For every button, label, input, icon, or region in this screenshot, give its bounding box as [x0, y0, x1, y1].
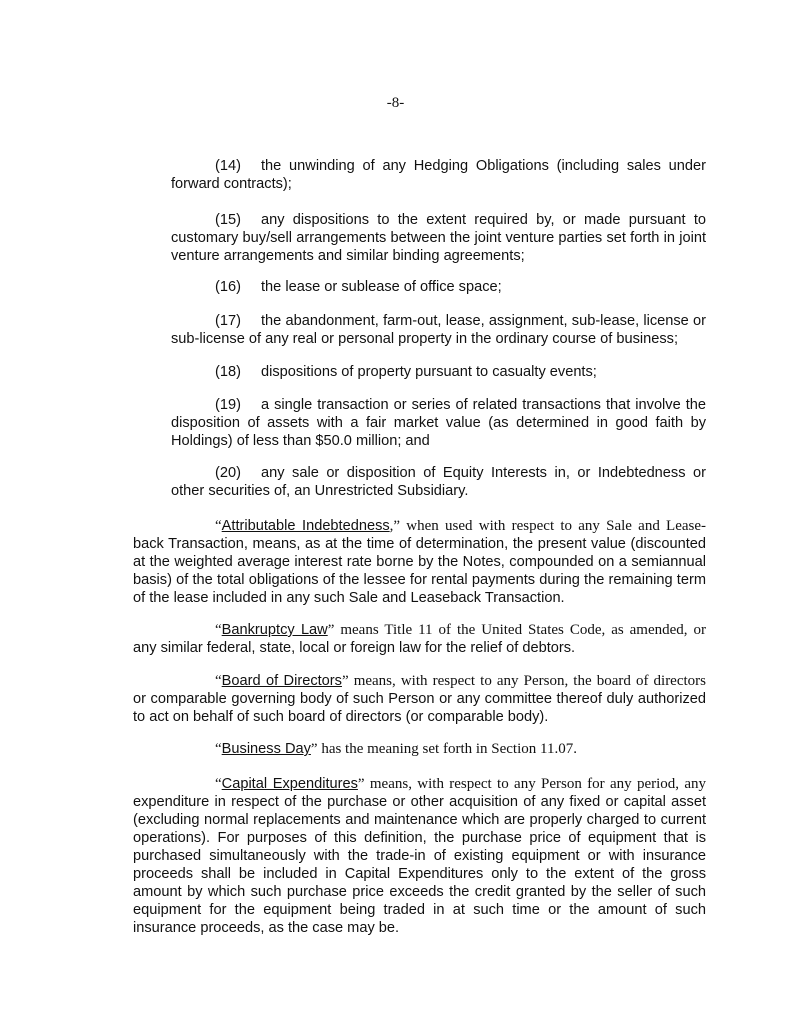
list-item-20 [171, 464, 706, 500]
item-number: (15) [215, 212, 241, 228]
item-number: (17) [215, 313, 241, 329]
definition-body: or comparable governing body of such Person or any committee thereof duly authorized to act on behalf of such board of directors (or comparable body). [133, 691, 706, 725]
definition-lead: ,” when used with respect to any Sale and Lease- [389, 518, 707, 534]
definition-lead: ” means Title 11 of the United States Code, as amended, or [327, 622, 706, 638]
item-text: any dispositions to the extent required by, or made pursuant to customary buy/sell arrangements between the joint venture parties set forth in joint venture arrangements and similar binding agreements; [171, 212, 706, 264]
open-quote: “ [215, 673, 222, 689]
list-item-14 [171, 157, 706, 193]
defined-term: Attributable Indebtedness [221, 518, 390, 534]
list-item-15 [171, 211, 706, 265]
definition-lead: ” means, with respect to any Person for any period, any [357, 776, 706, 792]
definition-body: any similar federal, state, local or foreign law for the relief of debtors. [133, 640, 576, 656]
defined-term: Board of Directors [221, 673, 342, 689]
list-item-19 [171, 396, 706, 450]
open-quote: “ [215, 622, 222, 638]
definition-board-of-directors [133, 672, 706, 726]
item-number: (20) [215, 465, 241, 481]
item-text: the lease or sublease of office space; [261, 279, 502, 295]
definition-attributable-indebtedness [133, 517, 706, 607]
item-text: a single transaction or series of related transactions that involve the disposition of assets with a fair market value (as determined in good faith by Holdings) of less than $50.0 million; and [171, 397, 706, 449]
item-text: the abandonment, farm-out, lease, assignment, sub-lease, license or sub-license of any real or personal property in the ordinary course of business; [171, 313, 706, 347]
item-number: (16) [215, 279, 241, 295]
defined-term: Business Day [221, 741, 311, 757]
definition-body: expenditure in respect of the purchase or other acquisition of any fixed or capital asset (excluding normal replacements and maintenance which are properly charged to current operations). For purposes of this definition, the purchase price of equipment that is purchased simultaneously with the trade-in of existing equipment or with insurance proceeds shall be included in Capital Expenditures only to the extent of the gross amount by which such purchase price exceeds the credit granted by the seller of such equipment for the equipment being traded in at such time or the amount of such insurance proceeds, as the case may be. [133, 794, 706, 936]
list-item-16 [171, 278, 706, 296]
item-text: the unwinding of any Hedging Obligations (including sales under forward contracts); [171, 158, 706, 192]
definition-lead: ” has the meaning set forth in Section 11.07. [310, 741, 577, 757]
defined-term: Bankruptcy Law [221, 622, 328, 638]
list-item-18 [171, 363, 706, 381]
defined-term: Capital Expenditures [221, 776, 358, 792]
open-quote: “ [215, 776, 222, 792]
page-number: -8- [386, 95, 405, 111]
definition-bankruptcy-law [133, 621, 706, 657]
item-number: (14) [215, 158, 241, 174]
item-text: any sale or disposition of Equity Interests in, or Indebtedness or other securities of, an Unrestricted Subsidiary. [171, 465, 706, 499]
item-number: (19) [215, 397, 241, 413]
item-number: (18) [215, 364, 241, 380]
open-quote: “ [215, 741, 222, 757]
open-quote: “ [215, 518, 222, 534]
definition-lead: ” means, with respect to any Person, the board of directors [341, 673, 707, 689]
definition-business-day [133, 740, 706, 758]
definition-capital-expenditures [133, 775, 706, 937]
definition-body: back Transaction, means, as at the time of determination, the present value (discounted at the weighted average interest rate borne by the Notes, compounded on a semiannual basis) of the total obligations of the lessee for rental payments during the remaining term of the lease included in any such Sale and Leaseback Transaction. [133, 536, 706, 606]
list-item-17 [171, 312, 706, 348]
item-text: dispositions of property pursuant to casualty events; [261, 364, 597, 380]
